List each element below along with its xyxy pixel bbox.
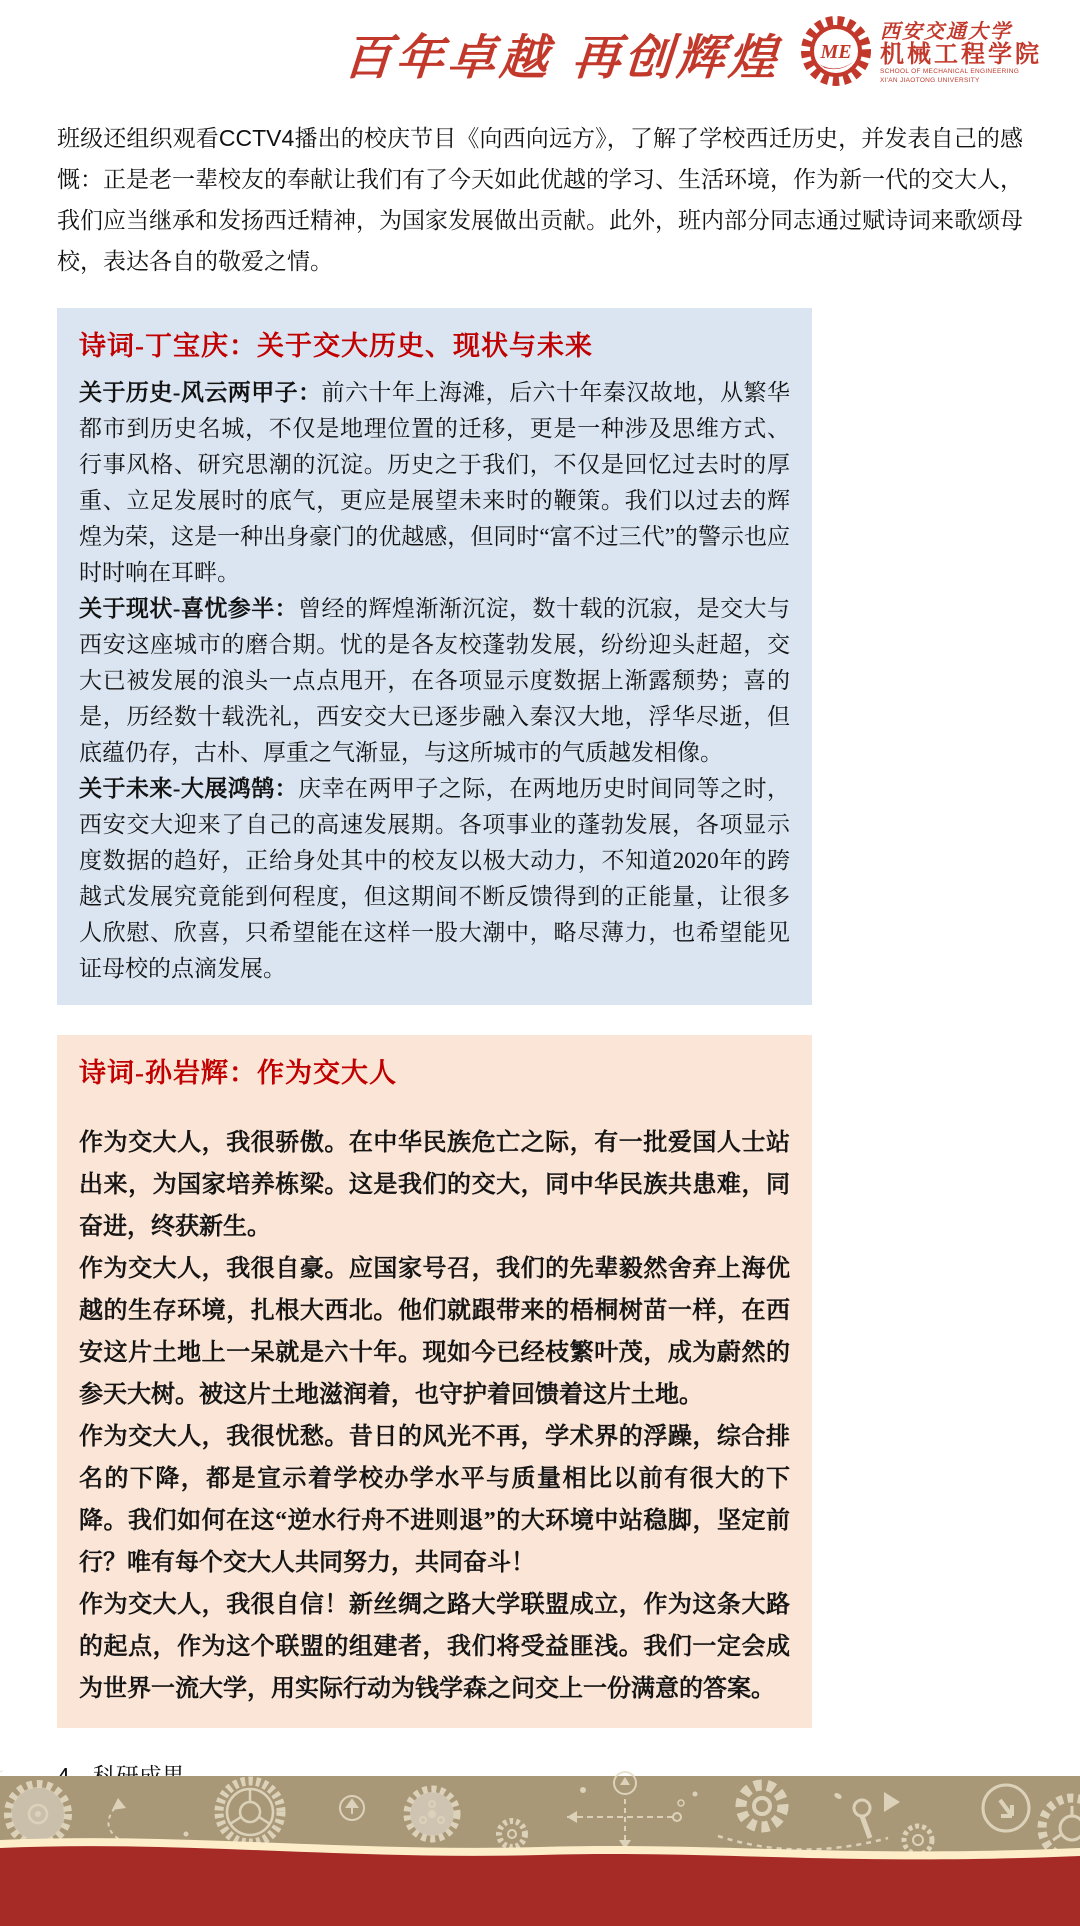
paragraph-lead: 关于未来-大展鸿鹄：: [79, 776, 299, 801]
poem-orange-body: [79, 1122, 790, 1710]
anniversary-slogan: 百年卓越 再创辉煌: [342, 29, 783, 86]
logo-school-name: 机械工程学院: [880, 41, 1042, 69]
logo-text-block: [880, 18, 1042, 85]
poem-blue-body: [79, 375, 790, 987]
logo-university-name: 西安交通大学: [880, 18, 1012, 43]
paragraph-text: 曾经的辉煌渐渐沉淀，数十载的沉寂，是交大与西安这座城市的磨合期。忧的是各友校蓬勃发展，纷纷迎头赶超，交大已被发展的浪头一点点甩开，在各项显示度数据上渐露颓势；喜的是，历经数十载洗礼，西安交大已逐步融入秦汉大地，浮华尽逝，但底蕴仍存，古朴、厚重之气渐显，与这所城市的气质越发相像。: [79, 596, 790, 765]
intro-paragraph: 班级还组织观看CCTV4播出的校庆节目《向西向远方》，了解了学校西迁历史，并发表自己的感慨：正是老一辈校友的奉献让我们有了今天如此优越的学习、生活环境，作为新一代的交大人，我们应当继承和发扬西迁精神，为国家发展做出贡献。此外，班内部分同志通过赋诗词来歌颂母校，表达各自的敬爱之情。: [57, 125, 1023, 274]
poem-blue-title: 诗词-丁宝庆：关于交大历史、现状与未来: [79, 331, 593, 361]
paragraph-text: 庆幸在两甲子之际，在两地历史时间同等之时，西安交大迎来了自己的高速发展期。各项事业的蓬勃发展，各项显示度数据的趋好，正给身处其中的校友以极大动力，不知道2020年的跨越式发展究竟能到何程度，但这期间不断反馈得到的正能量，让很多人欣慰、欣喜，只希望能在这样一股大潮中，略尽薄力，也希望能见证母校的点滴发展。: [79, 776, 790, 981]
poem-paragraph-confident: 作为交大人，我很自信！新丝绸之路大学联盟成立，作为这条大路的起点，作为这个联盟的组建者，我们将受益匪浅。我们一定会成为世界一流大学，用实际行动为钱学森之问交上一份满意的答案。: [79, 1592, 790, 1702]
poem-paragraph-honored: 作为交大人，我很自豪。应国家号召，我们的先辈毅然舍弃上海优越的生存环境，扎根大西北。他们就跟带来的梧桐树苗一样，在西安这片土地上一呆就是六十年。现如今已经枝繁叶茂，成为蔚然的参天大树。被这片土地滋润着，也守护着回馈着这片土地。: [79, 1256, 790, 1408]
gear-logo-icon: [797, 12, 875, 95]
logo-english-line1: SCHOOL OF MECHANICAL ENGINEERING: [880, 68, 1020, 76]
poem-paragraph-proud: 作为交大人，我很骄傲。在中华民族危亡之际，有一批爱国人士站出来，为国家培养栋梁。这是我们的交大，同中华民族共患难，同奋进，终获新生。: [79, 1130, 790, 1240]
logo-english-line2: XI'AN JIAOTONG UNIVERSITY: [880, 76, 980, 84]
paragraph-lead: 关于现状-喜忧参半：: [79, 596, 299, 621]
footer-gears-band: [0, 1770, 1080, 1926]
poem-paragraph-worried: 作为交大人，我很忧愁。昔日的风光不再，学术界的浮躁，综合排名的下降，都是宣示着学校办学水平与质量相比以前有很大的下降。我们如何在这“逆水行舟不进则退”的大环境中站稳脚，坚定前行？唯有每个交大人共同努力，共同奋斗！: [79, 1424, 790, 1576]
paragraph-lead: 关于历史-风云两甲子：: [79, 380, 322, 405]
school-logo: [797, 12, 1042, 95]
poem-orange-title: 诗词-孙岩辉：作为交大人: [79, 1058, 397, 1088]
page-header: [0, 0, 1080, 96]
poem-box-dingbaoqing: [57, 308, 812, 1005]
poem-paragraph-future: [79, 771, 790, 987]
logo-monogram: ME: [820, 40, 852, 63]
paragraph-text: 前六十年上海滩，后六十年秦汉故地，从繁华都市到历史名城，不仅是地理位置的迁移，更是一种涉及思维方式、行事风格、研究思潮的沉淀。历史之于我们，不仅是回忆过去时的厚重、立足发展时的底气，更应是展望未来时的鞭策。我们以过去的辉煌为荣，这是一种出身豪门的优越感，但同时“富不过三代”的警示也应时时响在耳畔。: [79, 380, 790, 585]
gears-decoration-graphic: [0, 1770, 1080, 1926]
poem-paragraph-present: [79, 591, 790, 771]
poem-paragraph-history: [79, 375, 790, 591]
poem-box-sunyanhui: [57, 1035, 812, 1728]
